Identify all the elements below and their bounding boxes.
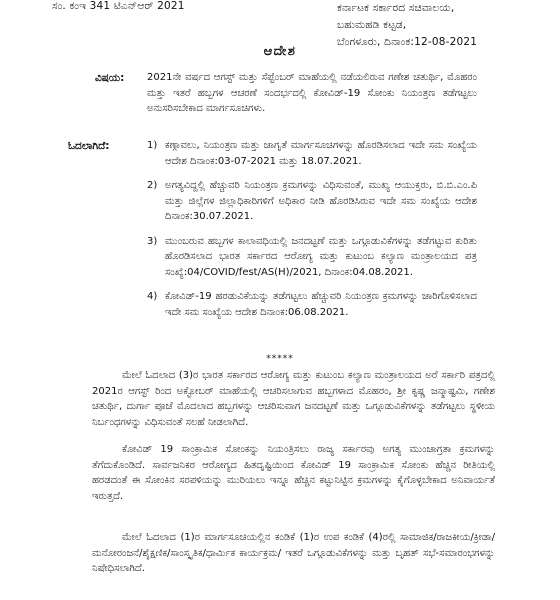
section-separator: ***** bbox=[266, 354, 294, 364]
references-list bbox=[147, 138, 477, 329]
reference-item bbox=[147, 138, 477, 169]
reference-number: 4) bbox=[147, 291, 158, 302]
body-paragraph-1: ಮೇಲೆ ಓದಲಾದ (3)ರ ಭಾರತ ಸರ್ಕಾರದ ಆರೋಗ್ಯ ಮತ್ತು ಕುಟುಂಬ ಕಲ್ಯಾಣ ಮಂತ್ರಾಲಯದ ಅರೆ ಸರ್ಕಾರಿ ಪತ್ರದಲ್ಲಿ 2021ರ ಆಗಸ್ಟ್ ರಿಂದ ಅಕ್ಟೋಬರ್ ಮಾಹೆಯಲ್ಲಿ ಆಚರಿಸಲಾಗುವ ಹಬ್ಬಗಳಾದ ಮೊಹರಂ, ಶ್ರೀ ಕೃಷ್ಣ ಜನ್ಮಾಷ್ಟಮಿ, ಗಣೇಶ ಚತುರ್ಥಿ, ದುರ್ಗಾ ಪೂಜೆ ಮೊದಲಾದ ಹಬ್ಬಗಳನ್ನು ಆಚರಿಸುವಾಗ ಜನದಟ್ಟಣೆ ಮತ್ತು ಒಗ್ಗೂಡುವಿಕೆಗಳನ್ನು ತಡೆಗಟ್ಟಲು ಸ್ಥಳೀಯ ನಿರ್ಬಂಧಗಳನ್ನು ವಿಧಿಸುವಂತೆ ಸಲಹೆ ನೀಡಲಾಗಿದೆ. bbox=[92, 370, 495, 428]
reference-text: ಕೋವಿಡ್-19 ಹರಡುವಿಕೆಯನ್ನು ತಡೆಗಟ್ಟಲು ಹೆಚ್ಚುವರಿ ನಿಯಂತ್ರಣ ಕ್ರಮಗಳನ್ನು ಜಾರಿಗೊಳಿಸಲಾದ ಇದೇ ಸಮ ಸಂಖ್ಯೆಯ ಆದೇಶ ದಿನಾಂಕ:06.08.2021. bbox=[165, 291, 477, 318]
body-paragraph-3: ಮೇಲೆ ಓದಲಾದ (1)ರ ಮಾರ್ಗಸೂಚಿಯಲ್ಲಿನ ಕಂಡಿಕೆ (1)ರ ಉಪ ಕಂಡಿಕೆ (4)ರಲ್ಲಿ ಸಾಮಾಜಿಕ/ರಾಜಕೀಯ/ಕ್ರೀಡಾ/ಮನೋರಂಜನೆ/ಶೈಕ್ಷಣಿಕ/ಸಾಂಸ್ಕೃತಿಕ/ಧಾರ್ಮಿಕ ಕಾರ್ಯಕ್ರಮ/ ಇತರೆ ಒಗ್ಗೂಡುವಿಕೆಗಳನ್ನು ಮತ್ತು ಬೃಹತ್ ಸಭೆ-ಸಮಾರಂಭಗಳನ್ನು ನಿಷೇಧಿಸಲಾಗಿದೆ. bbox=[92, 532, 495, 574]
subject-label: ವಿಷಯ: bbox=[95, 72, 125, 84]
reference-number: 3) bbox=[147, 235, 158, 247]
reference-number: ಸಂ. ಕಂಇ 341 ಟಿಎನ್‌ಆರ್ 2021 bbox=[52, 0, 185, 12]
office-line-place-date: ಬೆಂಗಳೂರು, ದಿನಾಂಕ:12-08-2021 bbox=[337, 36, 478, 48]
reference-number: 2) bbox=[147, 180, 158, 191]
reference-item bbox=[147, 234, 477, 281]
reference-text: ಮುಂಬರುವ ಹಬ್ಬಗಳ ಕಾಲಾವಧಿಯಲ್ಲಿ ಜನದಟ್ಟಣೆ ಮತ್ತು ಒಗ್ಗೂಡುವಿಕೆಗಳನ್ನು ತಡೆಗಟ್ಟುವ ಕುರಿತು ಹೊರಡಿಸಲಾದ ಭಾರತ ಸರ್ಕಾರದ ಆರೋಗ್ಯ ಮತ್ತು ಕುಟುಂಬ ಕಲ್ಯಾಣ ಮಂತ್ರಾಲಯದ ಪತ್ರ ಸಂಖ್ಯೆ:04/COVID/fest/AS(H)/2021, ದಿನಾಂಕ:04.08.2021. bbox=[165, 235, 477, 278]
references-label: ಓದಲಾಗಿದೆ: bbox=[68, 140, 110, 152]
body-paragraph-2: ಕೋವಿಡ್ 19 ಸಾಂಕ್ರಾಮಿಕ ಸೋಂಕನ್ನು ನಿಯಂತ್ರಿಸಲು ರಾಜ್ಯ ಸರ್ಕಾರವು ಅಗತ್ಯ ಮುಂಜಾಗ್ರತಾ ಕ್ರಮಗಳನ್ನು ತೆಗೆದುಕೊಂಡಿದೆ. ಸಾರ್ವಜನಿಕರ ಆರೋಗ್ಯದ ಹಿತದೃಷ್ಟಿಯಿಂದ ಕೋವಿಡ್ 19 ಸಾಂಕ್ರಾಮಿಕ ಸೋಂಕು ಹೆಚ್ಚಿನ ರೀತಿಯಲ್ಲಿ ಹರಡದಂತೆ ಈ ಸೋಂಕಿನ ಸರಪಳಿಯನ್ನು ಮುರಿಯಲು ಇನ್ನೂ ಹೆಚ್ಚಿನ ಕಟ್ಟುನಿಟ್ಟಿನ ಕ್ರಮಗಳನ್ನು ಕೈಗೊಳ್ಳಬೇಕಾದ ಅನಿವಾರ್ಯತೆ ಇರುತ್ತದೆ. bbox=[92, 444, 495, 502]
office-line-secretariat: ಕರ್ನಾಟಕ ಸರ್ಕಾರದ ಸಚಿವಾಲಯ, bbox=[337, 2, 455, 14]
reference-item bbox=[147, 178, 477, 225]
reference-item bbox=[147, 289, 477, 320]
subject-text: 2021ನೇ ವರ್ಷದ ಆಗಸ್ಟ್ ಮತ್ತು ಸೆಪ್ಟೆಂಬರ್ ಮಾಹೆಯಲ್ಲಿ ನಡೆಯಲಿರುವ ಗಣೇಶ ಚತುರ್ಥಿ, ಮೊಹರಂ ಮತ್ತು ಇತರೆ ಹಬ್ಬಗಳ ಆಚರಣೆ ಸಂದರ್ಭದಲ್ಲಿ ಕೋವಿಡ್-19 ಸೋಂಕು ನಿಯಂತ್ರಣ ತಡೆಗಟ್ಟಲು ಅನುಸರಿಸಬೇಕಾದ ಮಾರ್ಗಸೂಚಿಗಳು. bbox=[147, 72, 477, 114]
reference-number: 1) bbox=[147, 140, 158, 151]
document-title: ಆದೇಶ bbox=[263, 44, 297, 59]
office-line-building: ಬಹುಮಹಡಿ ಕಟ್ಟಡ, bbox=[337, 19, 407, 31]
reference-text: ಅಗತ್ಯವಿದ್ದಲ್ಲಿ ಹೆಚ್ಚುವರಿ ನಿಯಂತ್ರಣ ಕ್ರಮಗಳನ್ನು ವಿಧಿಸುವಂತೆ, ಮುಖ್ಯ ಆಯುಕ್ತರು, ಬಿ.ಬಿ.ಎಂ.ಪಿ ಮತ್ತು ಜಿಲ್ಲೆಗಳ ಜಿಲ್ಲಾಧಿಕಾರಿಗಳಿಗೆ ಅಧಿಕಾರ ನೀಡಿ ಹೊರಡಿಸಿರುವ ಇದೇ ಸಮ ಸಂಖ್ಯೆಯ ಆದೇಶ ದಿನಾಂಕ:30.07.2021. bbox=[165, 180, 477, 222]
reference-text: ಕಣ್ಗಾವಲು, ನಿಯಂತ್ರಣ ಮತ್ತು ಜಾಗೃತೆ ಮಾರ್ಗಸೂಚಿಗಳನ್ನು ಹೊರಡಿಸಲಾದ ಇದೇ ಸಮ ಸಂಖ್ಯೆಯ ಆದೇಶ ದಿನಾಂಕ:03-07-2021 ಮತ್ತು 18.07.2021. bbox=[165, 140, 477, 167]
